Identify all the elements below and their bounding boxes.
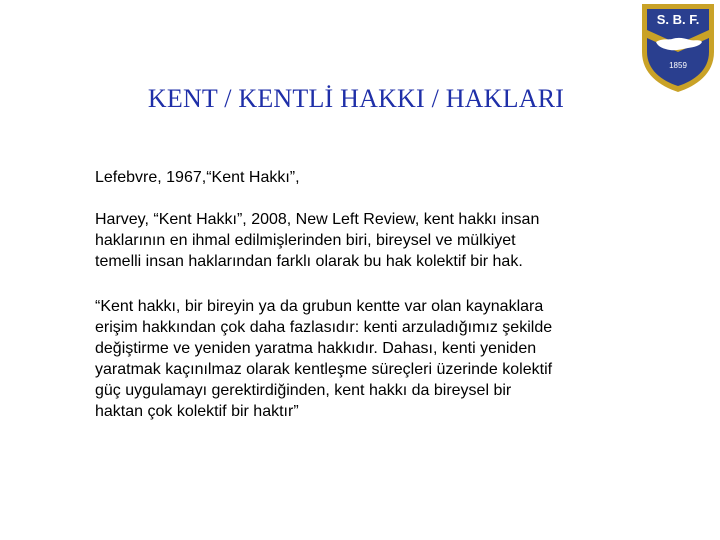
harvey-quote: “Kent hakkı, bir bireyin ya da grubun kentte var olan kaynaklara erişim hakkından çok daha fazlasıdır: kenti arzuladığımız şekilde değiştirme ve yeniden yaratma hakkıdır. Dahası, kenti yeniden yaratmak kaçınılmaz olarak kentleşme süreçleri üzerinde kolektif güç uygulamayı gerektirdiğinden, kent hakkı da bireysel bir haktan çok kolektif bir haktır” <box>95 298 553 420</box>
reference-harvey: Harvey, “Kent Hakkı”, 2008, New Left Review, kent hakkı insan haklarının en ihmal edilmişlerinden biri, bireysel ve mülkiyet temelli insan haklarından farklı olarak bu hak kolektif bir hak. <box>95 211 540 270</box>
reference-lefebvre: Lefebvre, 1967,“Kent Hakkı”, <box>95 169 300 186</box>
logo-text: S. B. F. <box>656 12 700 27</box>
page-title: KENT / KENTLİ HAKKI / HAKLARI <box>147 84 565 113</box>
sbf-logo-icon <box>638 2 718 94</box>
logo-year: 1859 <box>669 61 687 70</box>
